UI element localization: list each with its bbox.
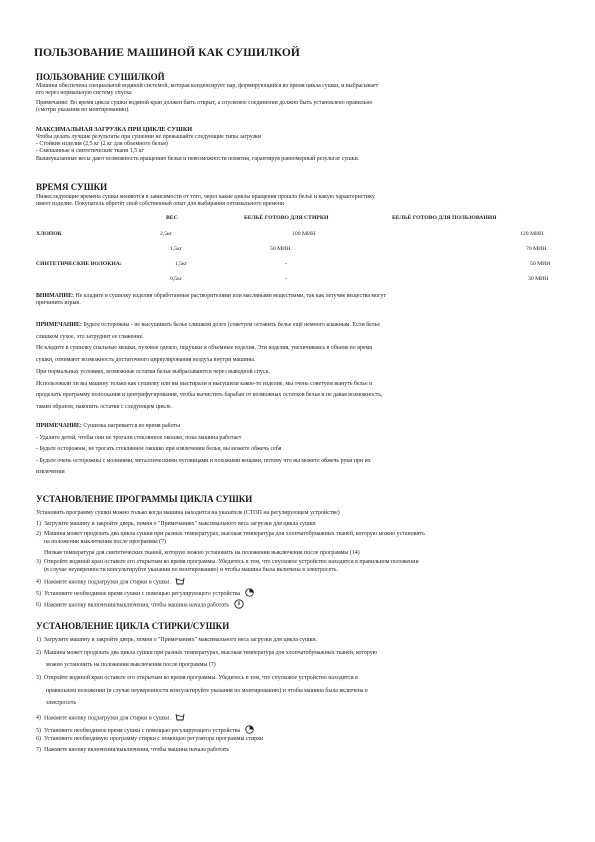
- step-text: Нажмите кнопку включения/выключения, чтобы машина начала работать: [44, 602, 230, 609]
- list-item: [36, 531, 425, 537]
- list-item: [36, 637, 317, 643]
- step-text: Установите необходимое время сушки с помощью регулирующего устройства: [44, 590, 241, 597]
- note-label: ПРИМЕЧАНИЕ:: [36, 322, 82, 328]
- text-line: Вышеуказанные весы дают возможность вращению белья и невозможности помятия, гарантируя равномерный результат сушки.: [36, 155, 360, 162]
- step-text: Низкая температура для синтетических тканей, которую можно установить на положении выключения после программы (14): [44, 550, 360, 556]
- attention-label: ВНИМАНИЕ:: [36, 293, 74, 299]
- drying-time-table: [36, 215, 556, 285]
- text-line: Использовали ли вы машину только как сушилку или вы выстирали и высушили какое-то изделие, мы очень советуем вынуть белье и: [36, 380, 373, 387]
- table-cell: 100 МИН: [292, 231, 316, 237]
- text-line: Будьте осторожны - не высушивать белье слишком долго (советуем оставить белье ещё немного влажным. Если белье: [81, 322, 381, 328]
- list-item: [44, 567, 338, 573]
- list-item: [44, 539, 166, 545]
- power-icon: [234, 599, 244, 611]
- step-number: 2): [36, 531, 41, 537]
- step-text: электросеть: [46, 700, 77, 706]
- text-line: Не кладите в сушилку спальные мешки, пуховое одеяло, подушки и объемные изделия. Эти изделия, увеличиваясь в объеме во время: [36, 345, 372, 351]
- note-label: ПРИМЕЧАНИЕ:: [36, 423, 82, 429]
- list-item: [36, 747, 229, 753]
- text-line: его через нормальную систему спуска: [36, 90, 132, 97]
- list-item: [36, 599, 244, 611]
- section-heading-setup-wash: УСТАНОВЛЕНИЕ ЦИКЛА СТИРКИ/СУШКИ: [36, 621, 230, 631]
- step-number: 1): [36, 521, 41, 527]
- text-line: - Удалите детей, чтобы они не трогали стеклянное окошко, пока машина работает: [36, 434, 242, 441]
- list-item: [36, 588, 254, 599]
- timer-dial-icon: [245, 725, 254, 736]
- list-item: [46, 662, 216, 668]
- step-text: Нажмите кнопку включения/выключения, чтобы машина начала работать: [44, 747, 230, 753]
- list-item: [36, 650, 377, 656]
- text-line: - Стойкие изделия (2,5 кг (2 кг для объемного белья): [36, 141, 168, 148]
- note-block-2: [36, 421, 556, 479]
- list-item: [36, 521, 316, 527]
- text-line: - Будьте осторожны, не трогать стеклянное окошко при извлечении белья, вы можете обжечь себя: [36, 446, 282, 452]
- table-cell: 70 МИН.: [526, 246, 548, 252]
- list-item: [36, 713, 185, 723]
- step-text: Нажмите кнопку подзагрузки для стирки и сушки.: [44, 579, 171, 586]
- step-text: Загрузите машину и закройте дверь, помня о "Примечаниях" максимального веса загрузки для цикла сушки: [44, 521, 316, 527]
- step-text: Нажмите кнопку подзагрузки для стирки и сушки.: [44, 715, 171, 722]
- maxload-text: [36, 134, 556, 163]
- table-cell: -: [285, 276, 287, 282]
- table-cell: 2,5кг: [160, 231, 173, 237]
- text-line: причинить взрыв.: [36, 300, 81, 307]
- step-number: 5): [36, 727, 41, 734]
- page-title: ПОЛЬЗОВАНИЕ МАШИНОЙ КАК СУШИЛКОЙ: [34, 47, 300, 59]
- step-text: Откройте водяной кран оставьте его открытым во время программы. Убедитесь в том, что спусковое устройство находится в: [44, 675, 358, 681]
- step-text: Установите необходимое время сушки с помощью регулирующего устройства: [44, 727, 241, 734]
- step-text: Загрузите машину и закройте дверь, помня о "Примечаниях" максимального веса загрузки для цикла сушки.: [44, 637, 318, 643]
- setup-wash-steps: [36, 637, 556, 757]
- list-item: [36, 736, 263, 742]
- text-line: При нормальных условиях, возможные остатки белья выбрасываются через выводной спуск.: [36, 369, 270, 375]
- table-cell: 0,5кг: [170, 276, 183, 282]
- table-header-ready-use: БЕЛЬЁ ГОТОВО ДЛЯ ПОЛЬЗОВАНИЯ: [392, 215, 497, 221]
- text-line: - Смешанные и синтетические ткани 1,5 кг: [36, 148, 144, 155]
- text-line: - Будьте очень осторожны с молниями, металлическими пуговицами и похожими вещами, потому что вы можете обжечь руки при их: [36, 457, 371, 464]
- table-cell: 50 МИН.: [270, 246, 292, 252]
- step-text: Установите необходимую программу стирки с помощью регулятора программы стирки: [44, 736, 264, 742]
- step-number: 5): [36, 590, 41, 597]
- text-line: Установить программу сушки можно только когда машина находится на указателе (СТОП на регулирующем устройстве): [36, 510, 340, 516]
- step-text: (в случае неуверенности консультируйте указания по монтированию) и чтобы машина была включена в электросеть.: [44, 567, 338, 573]
- text-line: проделать программу полоскания и центрифугирования, чтобы вычистить барабан от возможных остатков белья и не давая возможность,: [36, 392, 383, 398]
- step-number: 4): [36, 715, 41, 722]
- normal-conditions-block: [36, 367, 556, 413]
- wash-dry-tub-icon: [175, 577, 185, 587]
- step-number: 3): [36, 559, 41, 565]
- list-item: [44, 550, 360, 556]
- step-number: 6): [36, 736, 41, 742]
- text-line: извлечении: [36, 469, 65, 475]
- table-cell: 120 МИН.: [520, 231, 545, 237]
- timer-dial-icon: [245, 588, 254, 599]
- text-line: (смотри указания по монтированию).: [36, 107, 130, 114]
- text-line: имеет изделие. Покупатель обретёт свой собственный опыт для выбирания оптимального времени: [36, 201, 285, 208]
- table-cell: 1,5кг: [175, 261, 188, 267]
- list-item: [46, 688, 368, 694]
- list-item: [36, 559, 419, 565]
- drying-paragraph: [36, 83, 556, 97]
- time-intro: [36, 194, 556, 208]
- table-cell: 1,5кг: [170, 246, 183, 252]
- section-heading-maxload: МАКСИМАЛЬНАЯ ЗАГРУЗКА ПРИ ЦИКЛЕ СУШКИ: [36, 126, 193, 133]
- drying-note: [36, 100, 556, 114]
- text-line: Сушилка нагревается во время работы: [81, 423, 181, 429]
- table-cell: 50 МИН: [530, 261, 551, 267]
- step-number: 7): [36, 747, 41, 753]
- setup-dry-intro: [36, 510, 556, 517]
- text-line: слишком сухое, это затруднит ее глажение.: [36, 333, 144, 340]
- step-text: на положении выключения после программы (7): [44, 539, 166, 545]
- attention-block: [36, 293, 556, 307]
- table-row-label: СИНТЕТИЧЕСКИЕ ВОЛОКНА:: [36, 261, 122, 267]
- step-number: 4): [36, 579, 41, 586]
- step-text: Откройте водяной кран оставьте его открытым во время программы. Убедитесь в том, что спусковое устройство находится в правильном положении: [44, 559, 419, 565]
- list-item: [46, 700, 76, 706]
- step-number: 6): [36, 602, 41, 609]
- list-item: [36, 675, 358, 681]
- table-header-ready-wash: БЕЛЬЁ ГОТОВО ДЛЯ СТИРКИ: [244, 215, 329, 221]
- step-text: можно установить на положении выключения после программы (7): [46, 662, 216, 668]
- section-heading-setup-dry: УСТАНОВЛЕНИЕ ПРОГРАММЫ ЦИКЛА СУШКИ: [36, 494, 253, 504]
- section-heading-drying: ПОЛЬЗОВАНИЕ СУШИЛКОЙ: [36, 72, 165, 82]
- text-line: Чтобы делать лучшие результаты при сушении не превышайте следующие типы загрузки: [36, 134, 262, 140]
- step-number: 1): [36, 637, 41, 643]
- text-line: сушки, отнимают возможность достаточного циркулирования воздуха внутри машины.: [36, 356, 256, 363]
- table-cell: 30 МИН: [528, 276, 549, 282]
- step-number: 2): [36, 650, 41, 656]
- table-row-label: ХЛОПОК: [36, 231, 62, 237]
- list-item: [36, 577, 185, 587]
- step-text: Машина может проделать два цикла сушки при разных температурах, высокая температура для хлопчатобумажных тканей, которую: [44, 650, 378, 656]
- step-text: Машина может проделать два цикла сушки при разных температурах, высокая температура для хлопчатобумажных тканей, которую можно установить: [44, 531, 425, 537]
- step-number: 3): [36, 675, 41, 681]
- text-line: Примечание: Во время цикла сушки водяной кран должен быть открыт, а спусковое соединении должно быть установлено правильно: [36, 100, 373, 106]
- text-line: Не кладите в сушилку изделия обработанные растворителями или масляными веществами, так как летучие вещества могут: [73, 293, 387, 299]
- table-header-weight: ВЕС: [166, 215, 178, 221]
- step-text: правильном положении (в случае неуверенности консультируйте указания по монтированию) и чтобы машина была включена в: [46, 688, 368, 694]
- wash-dry-tub-icon: [175, 713, 185, 723]
- text-line: таким образом, накопить остатки с следующем цикле.: [36, 403, 173, 410]
- note-block-1: [36, 320, 556, 366]
- table-cell: -: [285, 261, 287, 267]
- section-heading-time: ВРЕМЯ СУШКИ: [36, 182, 108, 192]
- text-line: Нижеследующие времена сушки меняются в зависимости от того, через какие циклы вращения прошло бельё и какую характеристику: [36, 194, 375, 200]
- setup-dry-steps: [36, 521, 556, 611]
- list-item: [36, 725, 254, 736]
- text-line: Машина обеспечена специальной водяной системой, которая конденсирует пар, формирующийся во время цикла сушки, и выбрасывает: [36, 83, 379, 89]
